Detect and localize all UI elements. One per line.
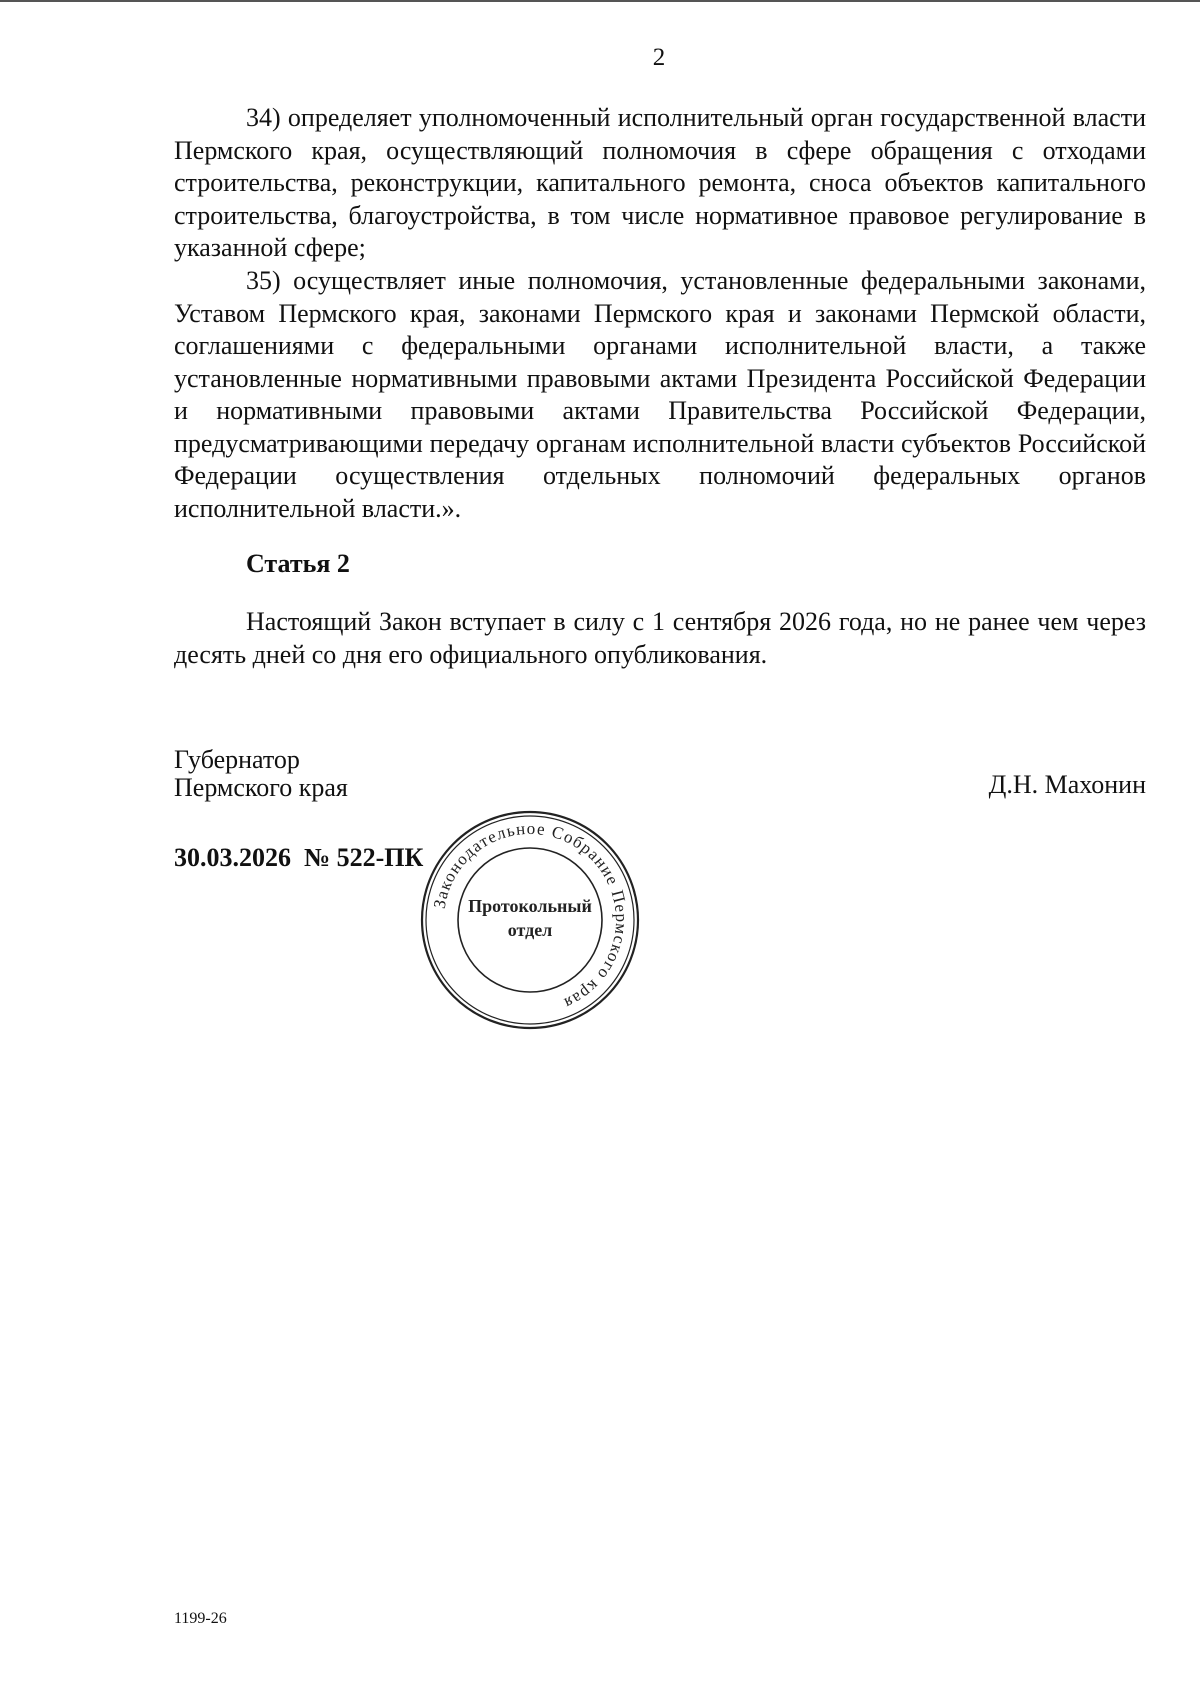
signature-position-line2: Пермского края (174, 773, 348, 802)
law-date-number: 30.03.2026 № 522-ПК (174, 843, 424, 872)
paragraph-34: 34) определяет уполномоченный исполнительный орган государственной власти Пермского края, осуществляющий полномочия в сфере обращения с отходами строительства, реконструкции, капитального ремонта, сноса объектов капитального строительства, благоустройства, в том числе нормативное правовое регулирование в указанной сфере; (174, 103, 1146, 262)
article-2-text: Настоящий Закон вступает в силу с 1 сентября 2026 года, но не ранее чем через десять дней со дня его официального опубликования. (174, 607, 1146, 669)
article-2-container (174, 606, 1146, 671)
signature-position-line1: Губернатор (174, 745, 300, 774)
paragraph-34-container (174, 102, 1146, 265)
official-stamp (418, 808, 642, 1032)
top-scan-edge (0, 0, 1200, 2)
signature-position (174, 746, 348, 802)
signatory-name: Д.Н. Махонин (988, 770, 1146, 799)
article-2-heading: Статья 2 (246, 549, 350, 578)
paragraph-35: 35) осуществляет иные полномочия, установленные федеральными законами, Уставом Пермского края, законами Пермского края и законами Пермской области, соглашениями с федеральными органами исполнительной власти, а также установленные нормативными правовыми актами Президента Российской Федерации и нормативными правовыми актами Правительства Российской Федерации, предусматривающими передачу органам исполнительной власти субъектов Российской Федерации осуществления отдельных полномочий федеральных органов исполнительной власти.». (174, 266, 1146, 523)
stamp-center-line2: отдел (507, 920, 553, 940)
paragraph-35-container (174, 265, 1146, 525)
page-number: 2 (652, 44, 666, 71)
document-code: 1199-26 (174, 1610, 227, 1627)
stamp-ring-textpath: Законодательное Собрание Пермского края (429, 818, 632, 1014)
stamp-center-line1: Протокольный (468, 896, 592, 916)
